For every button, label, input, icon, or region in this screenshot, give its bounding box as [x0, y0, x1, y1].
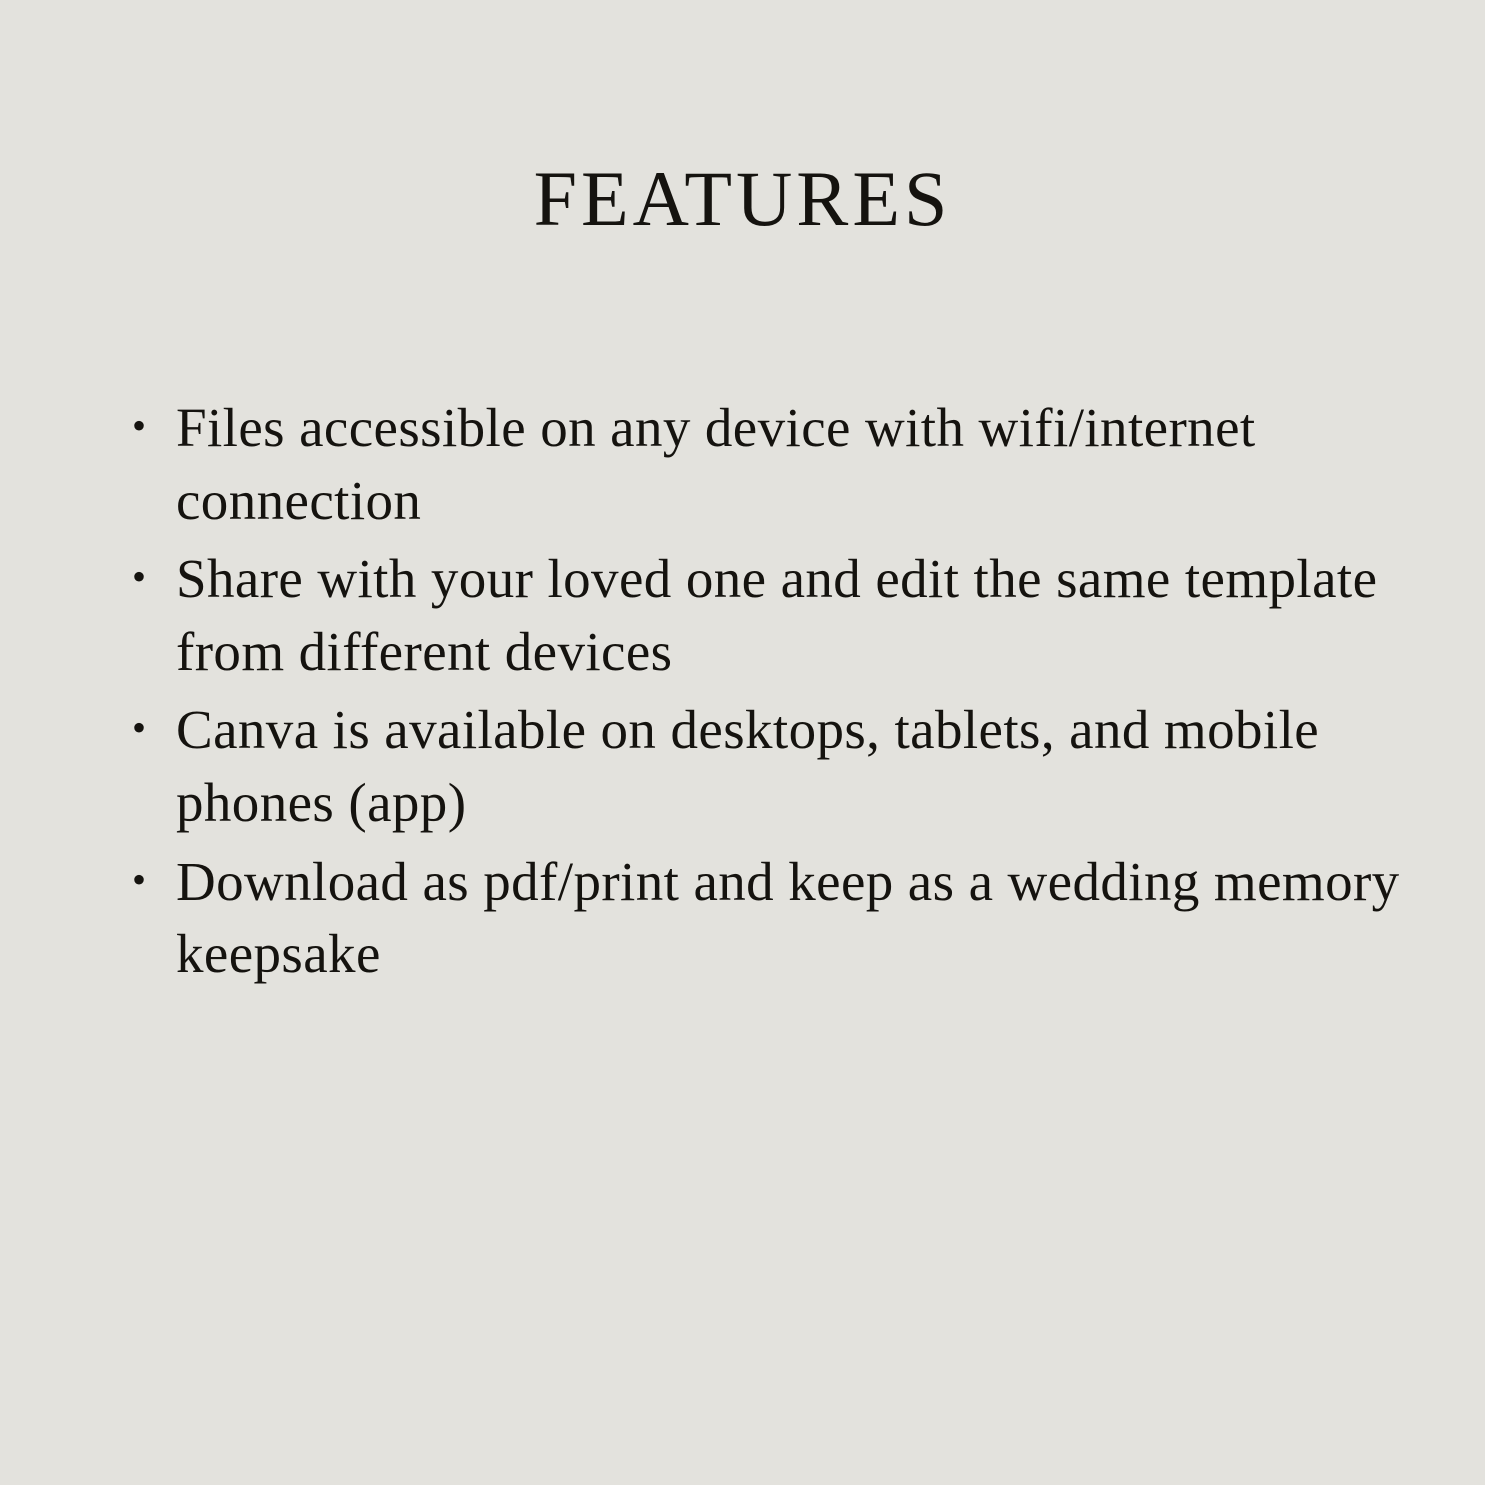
page-title: FEATURES: [533, 155, 952, 243]
list-item: • Canva is available on desktops, tablets, and mobile phones (app): [176, 694, 1446, 839]
list-item: • Download as pdf/print and keep as a wedding memory keepsake: [176, 846, 1446, 991]
list-item: • Share with your loved one and edit the same template from different devices: [176, 543, 1446, 688]
list-item: • Files accessible on any device with wifi/internet connection: [176, 392, 1446, 537]
features-list: [128, 392, 1446, 997]
